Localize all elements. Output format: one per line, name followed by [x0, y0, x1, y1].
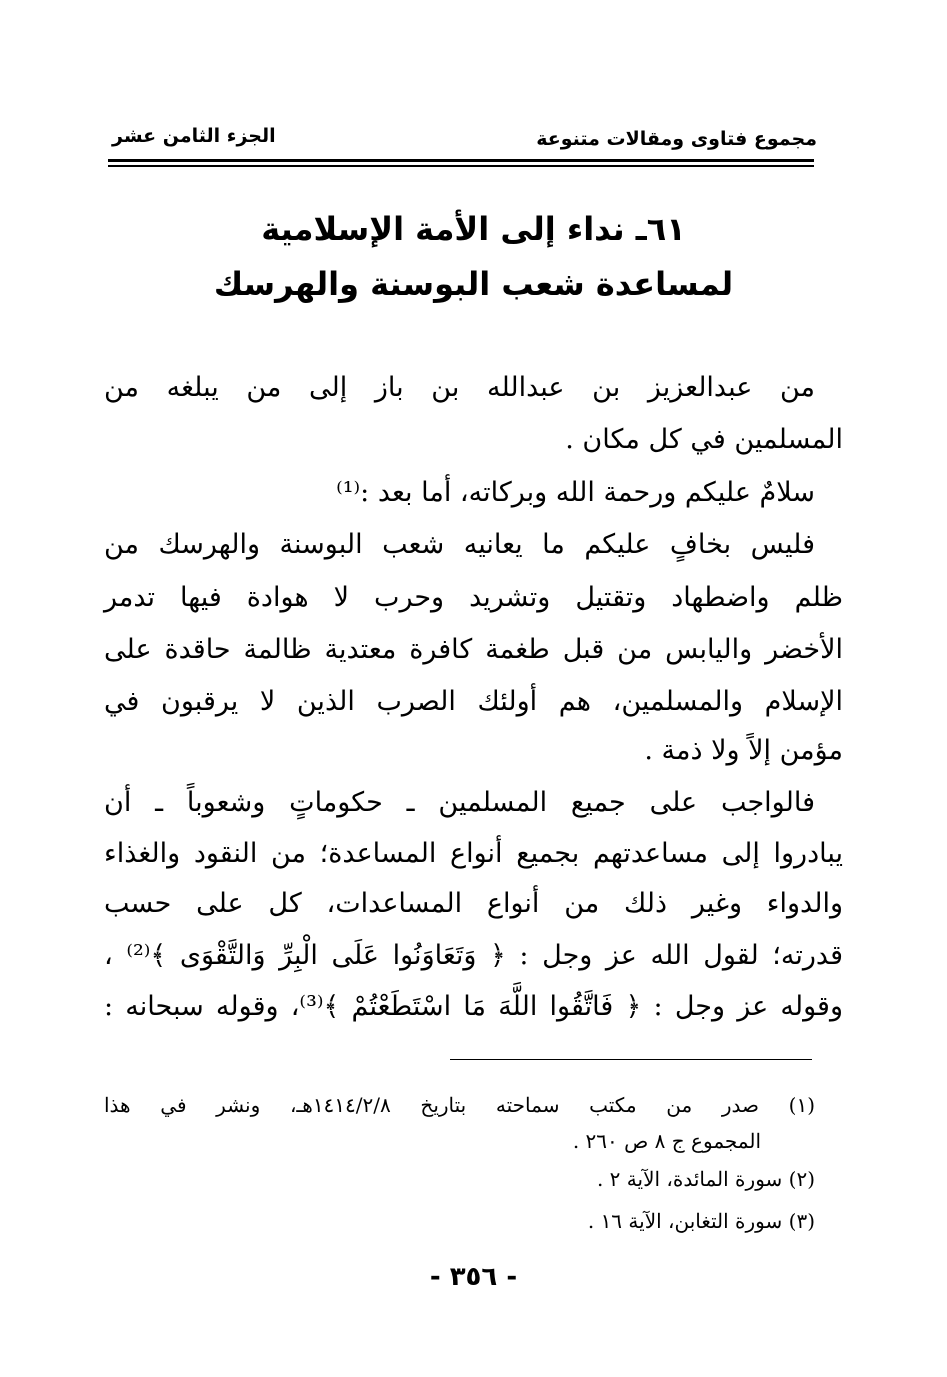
body-line: الإسلام والمسلمين، هم أولئك الصرب الذين لا يرقبون في	[104, 686, 843, 717]
footnote-line: (٢) سورة المائدة، الآية ٢ .	[596, 1167, 815, 1191]
header-rule-thin	[108, 165, 814, 167]
body-line: سلامٌ عليكم ورحمة الله وبركاته، أما بعد :⁽¹⁾	[336, 477, 815, 508]
body-line: وقوله عز وجل : ﴿ فَاتَّقُوا اللَّهَ مَا اسْتَطَعْتُمْ ﴾⁽³⁾، وقوله سبحانه :	[104, 991, 843, 1022]
body-line: مؤمن إلاً ولا ذمة .	[644, 735, 843, 766]
footnote-line: (٣) سورة التغابن، الآية ١٦ .	[587, 1209, 815, 1233]
header-volume-label: الجزء الثامن عشر	[112, 125, 276, 147]
footnote-line: المجموع ج ٨ ص ٢٦٠ .	[572, 1129, 761, 1153]
body-line: قدرته؛ لقول الله عز وجل : ﴿ وَتَعَاوَنُوا عَلَى الْبِرِّ وَالتَّقْوَى ﴾⁽²⁾ ،	[104, 940, 843, 971]
body-line: ظلم واضطهاد وتقتيل وتشريد وحرب لا هوادة فيها تدمر	[104, 582, 843, 613]
footnote-line: (١) صدر من مكتب سماحته بتاريخ ١٤١٤/٢/٨هـ، ونشر في هذا	[104, 1093, 815, 1117]
header-rule-thick	[108, 159, 814, 162]
body-line: فليس بخافٍ عليكم ما يعانيه شعب البوسنة والهرسك من	[104, 529, 815, 560]
footnote-separator	[450, 1059, 812, 1060]
header-collection-title: مجموع فتاوى ومقالات متنوعة	[536, 128, 817, 150]
article-title-line-1: ٦١ـ نداء إلى الأمة الإسلامية	[261, 210, 686, 248]
body-line: المسلمين في كل مكان .	[565, 424, 843, 455]
body-line: والدواء وغير ذلك من أنواع المساعدات، كل على حسب	[104, 888, 843, 919]
body-line: فالواجب على جميع المسلمين ـ حكوماتٍ وشعوباً ـ أن	[104, 787, 815, 818]
page-number: - ٣٥٦ -	[429, 1262, 518, 1292]
body-line: من عبدالعزيز بن عبدالله بن باز إلى من يبلغه من	[104, 372, 815, 403]
body-line: يبادروا إلى مساعدتهم بجميع أنواع المساعدة؛ من النقود والغذاء	[104, 838, 843, 869]
article-title-line-2: لمساعدة شعب البوسنة والهرسك	[213, 265, 734, 303]
body-line: الأخضر واليابس من قبل طغمة كافرة معتدية ظالمة حاقدة على	[104, 634, 843, 665]
